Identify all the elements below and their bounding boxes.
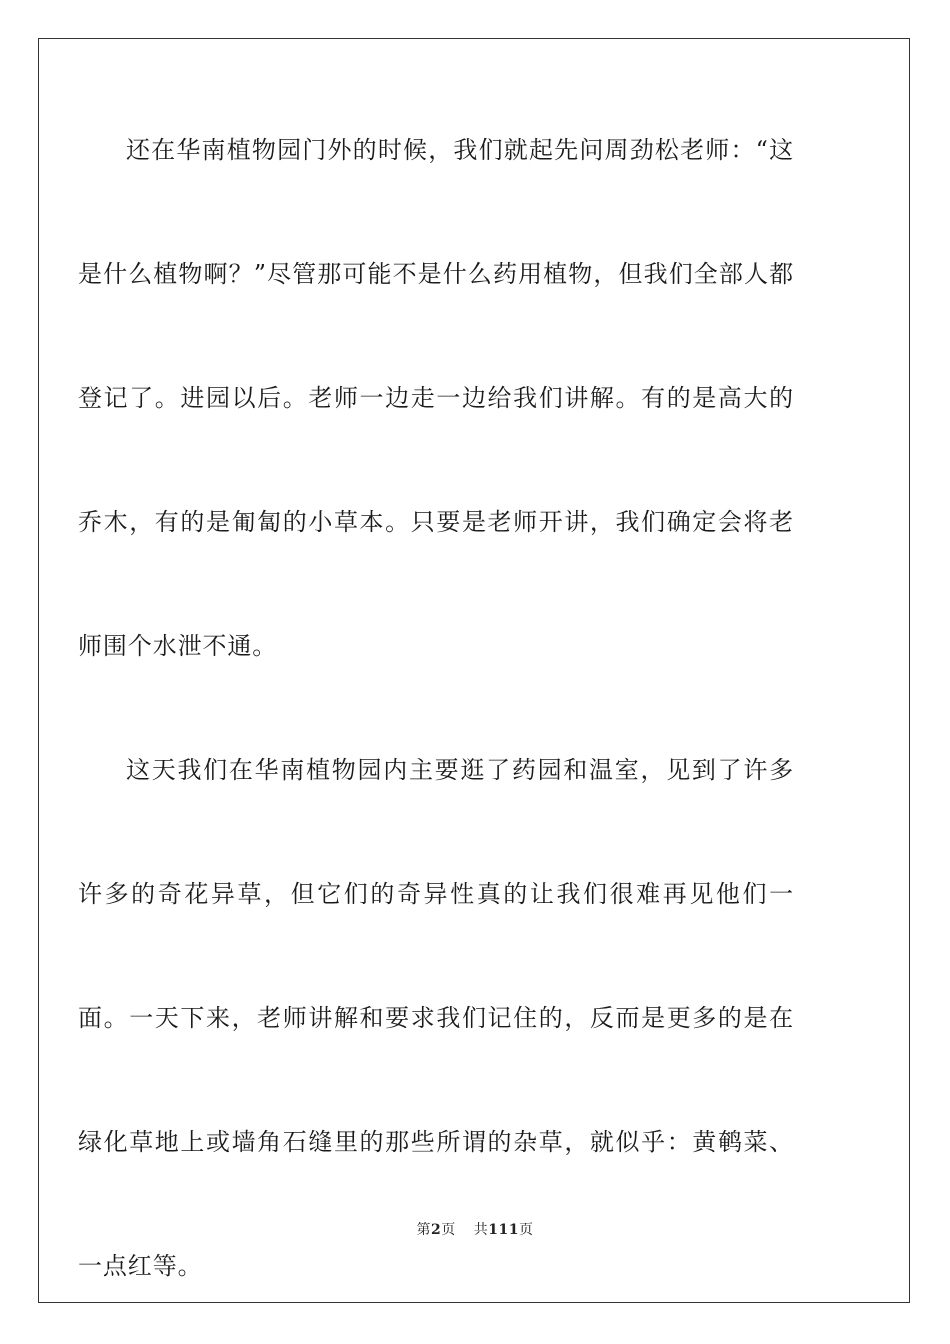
footer-total-prefix: 共	[473, 1222, 489, 1238]
footer-page-suffix: 页	[441, 1222, 456, 1238]
page-footer	[0, 1219, 950, 1239]
document-body	[78, 88, 794, 1328]
footer-prefix: 第	[416, 1222, 431, 1238]
total-page-count: 111	[488, 1222, 519, 1238]
current-page-number: 2	[431, 1222, 442, 1238]
paragraph-2: 这天我们在华南植物园内主要逛了药园和温室，见到了许多许多的奇花异草，但它们的奇异性真的让我们很难再见他们一面。一天下来，老师讲解和要求我们记住的，反而是更多的是在绿化草地上或墙角石缝里的那些所谓的杂草，就似乎：黄鹌菜、一点红等。	[78, 756, 794, 1280]
paragraph-1: 还在华南植物园门外的时候，我们就起先问周劲松老师：“这是什么植物啊？”尽管那可能不是什么药用植物，但我们全部人都登记了。进园以后。老师一边走一边给我们讲解。有的是高大的乔木，有的是匍匐的小草本。只要是老师开讲，我们确定会将老师围个水泄不通。	[78, 136, 794, 660]
footer-total-suffix: 页	[518, 1222, 534, 1238]
